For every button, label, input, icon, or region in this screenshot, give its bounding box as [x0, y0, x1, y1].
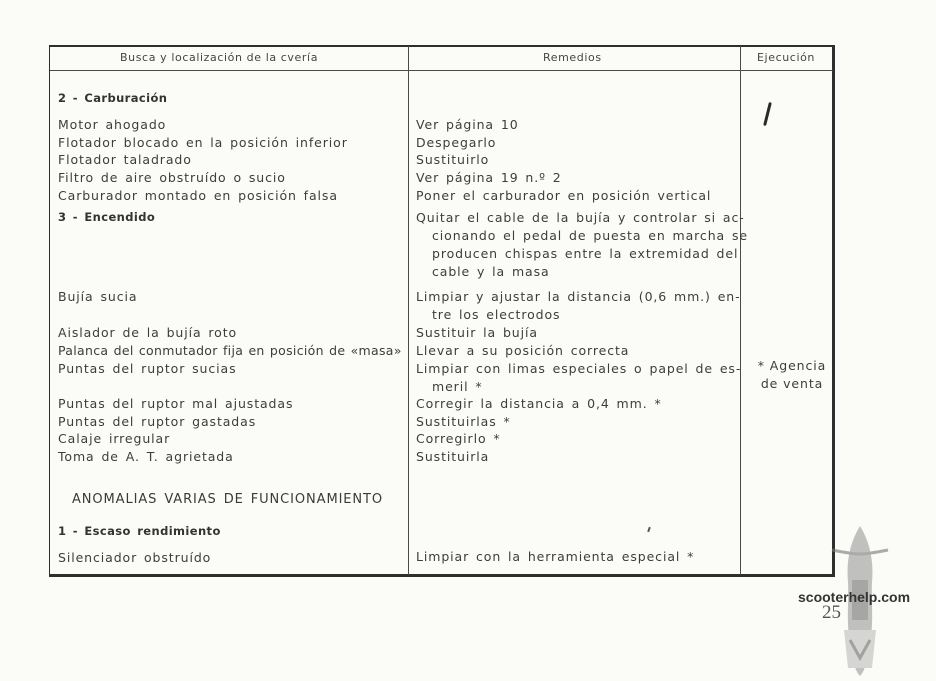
remedy-row: Ver página 10	[416, 117, 519, 132]
section-anomalias: ANOMALIAS VARIAS DE FUNCIONAMIENTO	[72, 492, 384, 507]
remedy-row: Limpiar con la herramienta especial *	[416, 549, 695, 564]
remedy-row: meril *	[432, 379, 483, 394]
fault-row: Flotador blocado en la posición inferior	[58, 135, 348, 150]
remedy-row: producen chispas entre la extremidad del	[432, 246, 739, 261]
remedy-row: Corregir la distancia a 0,4 mm. *	[416, 396, 662, 411]
remedy-row: tre los electrodos	[432, 307, 561, 322]
header-remedies: Remedios	[543, 51, 602, 64]
watermark-text: scooterhelp.com	[798, 589, 911, 605]
remedy-row: cable y la masa	[432, 264, 550, 279]
remedy-row: Sustituirlas *	[416, 414, 511, 429]
execution-note	[754, 357, 830, 393]
fault-row: Aislador de la bujía roto	[58, 325, 238, 340]
fault-row: Carburador montado en posición falsa	[58, 188, 338, 203]
remedy-row: Corregirlo *	[416, 431, 501, 446]
fault-row: Puntas del ruptor sucias	[58, 361, 237, 376]
remedy-row: Limpiar con limas especiales o papel de es-	[416, 361, 742, 376]
column-divider-1	[408, 46, 409, 575]
fault-row: Bujía sucia	[58, 289, 138, 304]
section-escaso-rendimiento: 1 - Escaso rendimiento	[58, 524, 221, 538]
page-number: 25	[822, 602, 841, 623]
remedy-row: Llevar a su posición correcta	[416, 343, 630, 358]
remedy-row: Despegarlo	[416, 135, 497, 150]
remedy-row: Limpiar y ajustar la distancia (0,6 mm.) en-	[416, 289, 741, 304]
fault-row: Silenciador obstruído	[58, 550, 212, 565]
remedy-row: Ver página 19 n.º 2	[416, 170, 562, 185]
fault-row: Calaje irregular	[58, 431, 171, 446]
fault-row: Motor ahogado	[58, 117, 167, 132]
header-execution: Ejecución	[757, 51, 815, 64]
fault-row: Flotador taladrado	[58, 152, 192, 167]
remedy-row: Sustituirlo	[416, 152, 490, 167]
remedy-row: Quitar el cable de la bujía y controlar si ac-	[416, 210, 745, 225]
remedy-row: Poner el carburador en posición vertical	[416, 188, 712, 203]
column-divider-2	[740, 46, 741, 575]
fault-row: Toma de A. T. agrietada	[58, 449, 234, 464]
fault-row: Palanca del conmutador fija en posición de «masa»	[58, 343, 402, 358]
fault-row: Puntas del ruptor mal ajustadas	[58, 396, 294, 411]
fault-row: Filtro de aire obstruído o sucio	[58, 170, 286, 185]
execution-note-line: de venta	[760, 376, 824, 391]
remedy-row: Sustituir la bujía	[416, 325, 538, 340]
fault-row: Puntas del ruptor gastadas	[58, 414, 257, 429]
section-encendido: 3 - Encendido	[58, 210, 156, 224]
remedy-row: Sustituirla	[416, 449, 490, 464]
section-carburacion: 2 - Carburación	[58, 91, 168, 105]
remedy-row: cionando el pedal de puesta en marcha se	[432, 228, 748, 243]
header-divider	[50, 70, 833, 71]
execution-note-line: * Agencia	[757, 358, 827, 373]
header-fault-search: Busca y localización de la cvería	[120, 51, 319, 64]
